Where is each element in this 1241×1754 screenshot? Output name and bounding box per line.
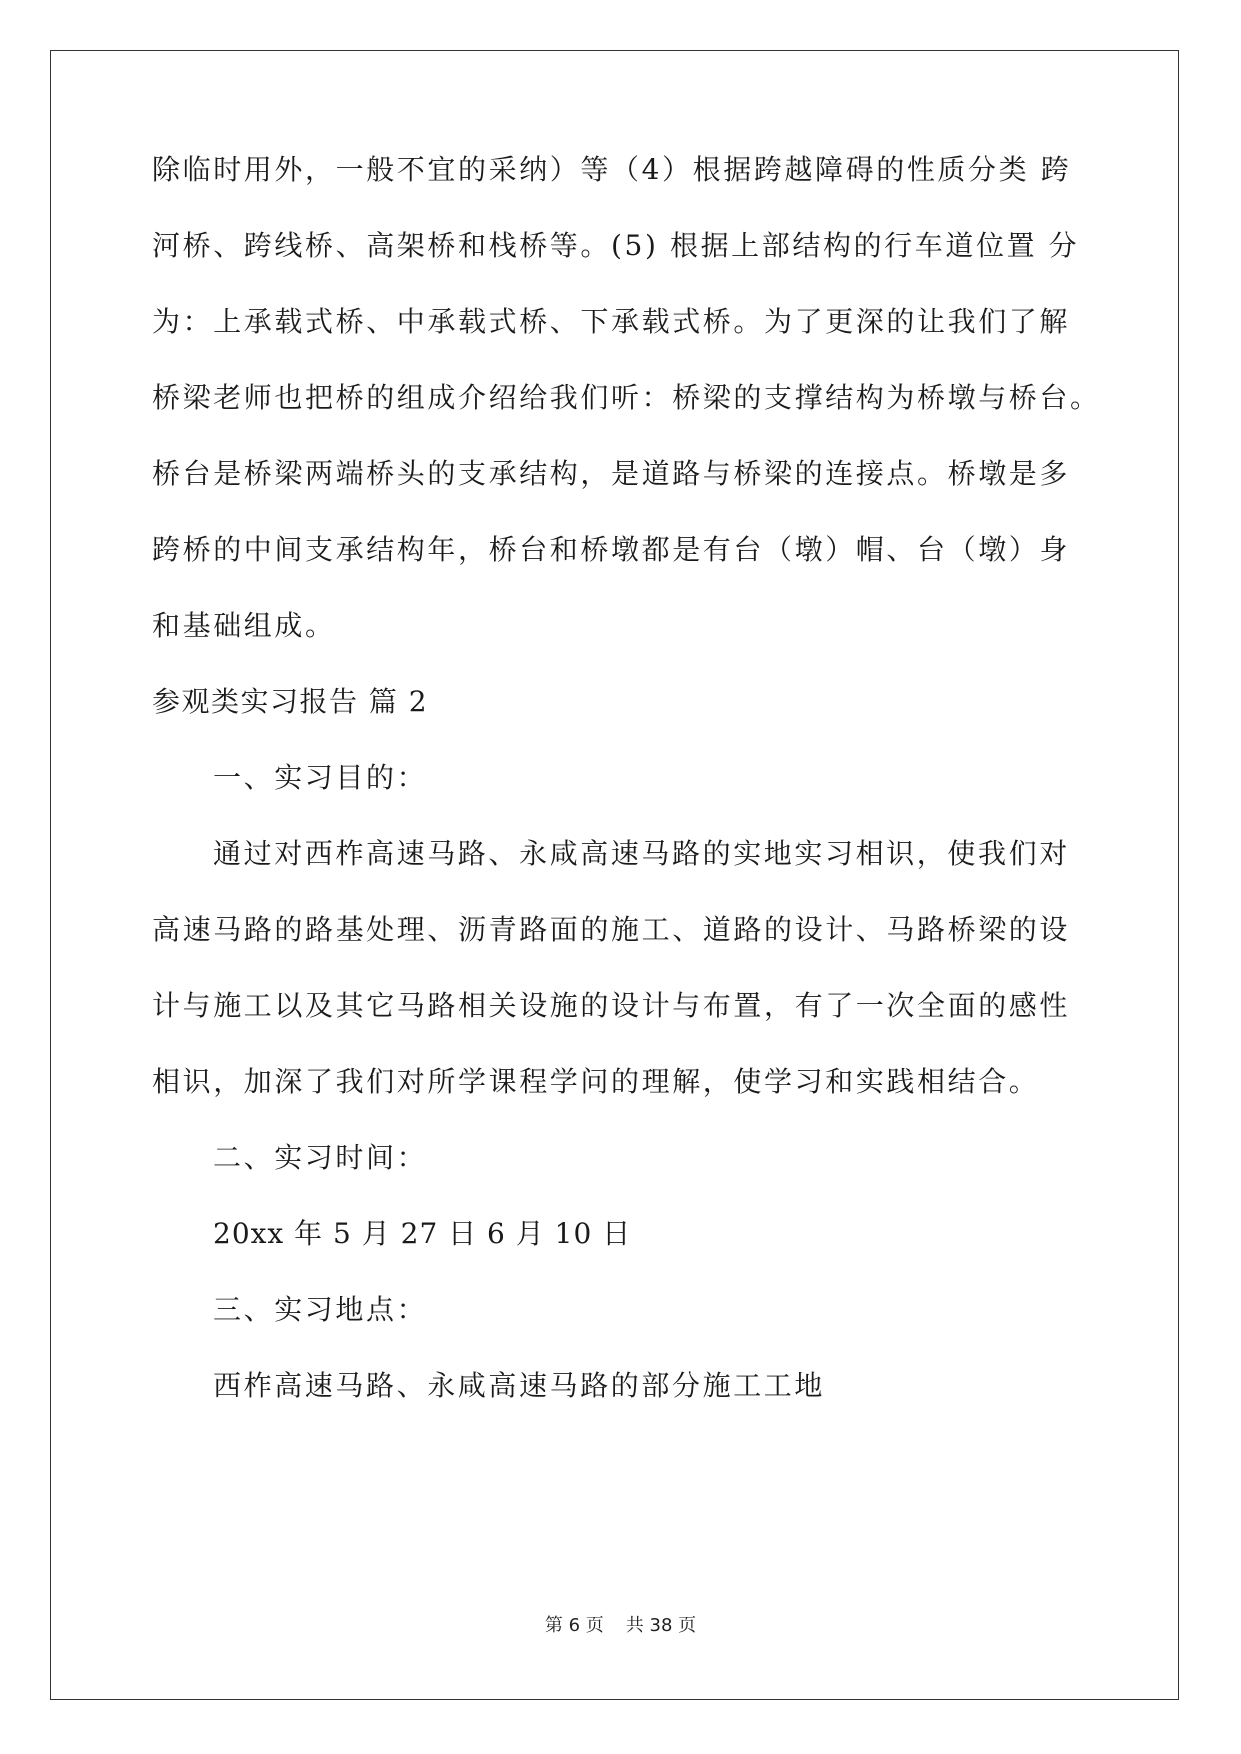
page-border (50, 50, 1179, 1700)
body-text-line: 西柞高速马路、永咸高速马路的部分施工工地 (213, 1369, 826, 1402)
body-text-line: 桥台是桥梁两端桥头的支承结构，是道路与桥梁的连接点。桥墩是多 (152, 457, 1071, 490)
body-text-line: 跨桥的中间支承结构年，桥台和桥墩都是有台（墩）帽、台（墩）身 (152, 533, 1071, 566)
page-footer (0, 1614, 1241, 1638)
page-number: 第 6 页 (544, 1615, 604, 1636)
body-text-line: 相识，加深了我们对所学课程学问的理解，使学习和实践相结合。 (152, 1065, 1040, 1098)
body-text-line: 为：上承载式桥、中承载式桥、下承载式桥。为了更深的让我们了解 (152, 305, 1071, 338)
section-heading: 二、实习时间： (213, 1141, 428, 1174)
section-heading: 一、实习目的： (213, 761, 428, 794)
body-text-line: 河桥、跨线桥、高架桥和栈桥等。(5) 根据上部结构的行车道位置 分 (152, 229, 1080, 262)
body-text-line: 计与施工以及其它马路相关设施的设计与布置，有了一次全面的感性 (152, 989, 1071, 1022)
body-text-line: 除临时用外，一般不宜的采纳）等（4）根据跨越障碍的性质分类 跨 (152, 153, 1072, 186)
section-title: 参观类实习报告 篇 2 (152, 685, 429, 718)
page-total: 共 38 页 (625, 1615, 697, 1636)
date-range-text: 20xx 年 5 月 27 日 6 月 10 日 (213, 1217, 632, 1250)
body-text-line: 通过对西柞高速马路、永咸高速马路的实地实习相识，使我们对 (213, 837, 1070, 870)
body-text-line: 和基础组成。 (152, 609, 336, 642)
body-text-line: 桥梁老师也把桥的组成介绍给我们听：桥梁的支撑结构为桥墩与桥台。 (152, 381, 1101, 414)
section-heading: 三、实习地点： (213, 1293, 428, 1326)
body-text-line: 高速马路的路基处理、沥青路面的施工、道路的设计、马路桥梁的设 (152, 913, 1071, 946)
